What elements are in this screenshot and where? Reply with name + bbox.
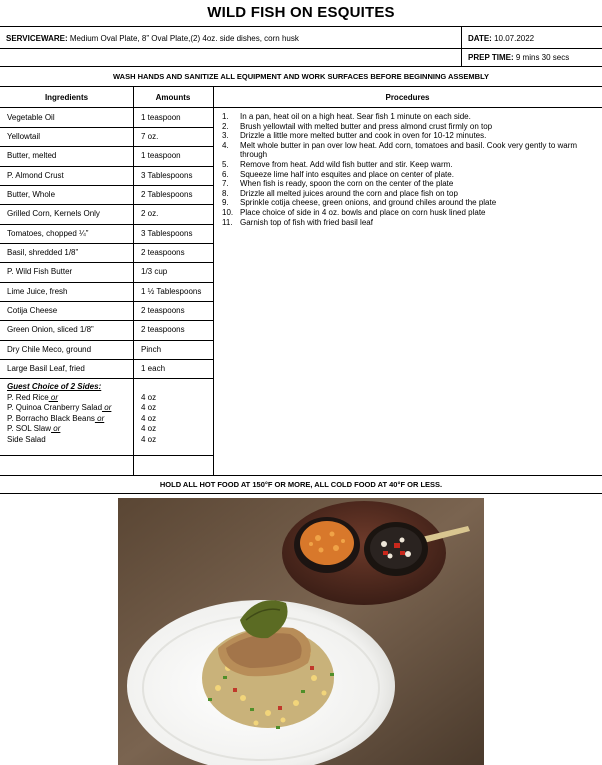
divider bbox=[0, 66, 602, 67]
divider bbox=[461, 26, 462, 66]
ingredient-amount: 2 teaspoons bbox=[141, 325, 185, 334]
sides-list bbox=[7, 382, 131, 446]
procedures-header: Procedures bbox=[385, 93, 430, 102]
list-item: P. SOL Slaw or bbox=[7, 424, 61, 434]
table-row bbox=[0, 320, 213, 339]
ingredient-name: Cotija Cheese bbox=[7, 306, 58, 315]
ingredient-amount: 2 Tablespoons bbox=[141, 190, 193, 199]
side-amount: 4 oz bbox=[141, 403, 157, 413]
ingredients-header: Ingredients bbox=[44, 93, 89, 102]
ingredient-name: Green Onion, sliced 1/8” bbox=[7, 325, 94, 334]
list-item: P. Borracho Black Beans or bbox=[7, 413, 105, 423]
list-item: 9. Sprinkle cotija cheese, green onions, and ground chiles around the plate bbox=[222, 198, 497, 208]
table-row bbox=[0, 166, 213, 185]
ingredient-amount: 1 teaspoon bbox=[141, 151, 181, 160]
list-item: P. Red Rice or bbox=[7, 392, 58, 402]
hold-notice: HOLD ALL HOT FOOD AT 150°F OR MORE, ALL COLD FOOD AT 40°F OR LESS. bbox=[159, 480, 443, 489]
ingredient-name: Lime Juice, fresh bbox=[7, 287, 68, 296]
ingredient-name: Dry Chile Meco, ground bbox=[7, 345, 92, 354]
table-row bbox=[0, 204, 213, 223]
list-item: 11. Garnish top of fish with fried basil leaf bbox=[222, 217, 373, 227]
ingredient-amount: 1 teaspoon bbox=[141, 113, 181, 122]
list-item: 4. Melt whole butter in pan over low heat. Add corn, tomatoes and basil. Cook very gently to warm through bbox=[222, 140, 578, 160]
table-row bbox=[0, 359, 213, 378]
procedures-list bbox=[222, 112, 597, 227]
table-row bbox=[0, 224, 213, 243]
list-item: 2. Brush yellowtail with melted butter and press almond crust firmly on top bbox=[222, 121, 493, 131]
ingredient-amount: 3 Tablespoons bbox=[141, 229, 193, 238]
date-value: 10.07.2022 bbox=[494, 34, 535, 43]
date-label: DATE: bbox=[468, 34, 492, 43]
list-item: 8. Drizzle all melted juices around the corn and place fish on top bbox=[222, 188, 458, 198]
divider bbox=[0, 26, 602, 27]
ingredient-amount: Pinch bbox=[141, 345, 162, 354]
ingredient-amount: 3 Tablespoons bbox=[141, 171, 193, 180]
ingredient-amount: 1 each bbox=[141, 364, 166, 373]
table-row bbox=[0, 146, 213, 165]
side-amount: 4 oz bbox=[141, 392, 157, 402]
ingredient-amount: 2 oz. bbox=[141, 209, 159, 218]
divider bbox=[0, 493, 602, 494]
table-row bbox=[0, 243, 213, 262]
list-item: 10. Place choice of side in 4 oz. bowls and place on corn husk lined plate bbox=[222, 207, 486, 217]
table-row bbox=[0, 262, 213, 281]
ingredient-amount: 2 teaspoons bbox=[141, 248, 185, 257]
ingredient-name: Yellowtail bbox=[7, 132, 41, 141]
ingredient-name: P. Wild Fish Butter bbox=[7, 267, 73, 276]
table-row bbox=[0, 282, 213, 301]
list-item: 5. Remove from heat. Add wild fish butter and stir. Keep warm. bbox=[222, 159, 453, 169]
ingredient-name: Basil, shredded 1/8” bbox=[7, 248, 79, 257]
prep-time-value: 9 mins 30 secs bbox=[515, 53, 570, 62]
ingredient-name: Tomatoes, chopped ¼” bbox=[7, 229, 89, 238]
side-amount: 4 oz bbox=[141, 434, 157, 444]
table-row bbox=[0, 301, 213, 320]
wash-notice: WASH HANDS AND SANITIZE ALL EQUIPMENT AND WORK SURFACES BEFORE BEGINNING ASSEMBLY bbox=[113, 72, 489, 81]
recipe-title: WILD FISH ON ESQUITES bbox=[207, 4, 395, 21]
ingredient-name: Grilled Corn, Kernels Only bbox=[7, 209, 100, 218]
list-item: P. Quinoa Cranberry Salad or bbox=[7, 403, 112, 413]
divider bbox=[0, 86, 602, 87]
side-amount: 4 oz bbox=[141, 413, 157, 423]
ingredient-name: Large Basil Leaf, fried bbox=[7, 364, 85, 373]
prep-time-label: PREP TIME: bbox=[468, 53, 514, 62]
prep-time bbox=[468, 52, 569, 63]
divider bbox=[213, 86, 214, 475]
list-item: 3. Drizzle a little more melted butter and cook in oven for 10-12 minutes. bbox=[222, 131, 487, 141]
list-item: 7. When fish is ready, spoon the corn on the center of the plate bbox=[222, 179, 454, 189]
date bbox=[468, 33, 534, 44]
ingredient-amount: 2 teaspoons bbox=[141, 306, 185, 315]
ingredient-name: Butter, melted bbox=[7, 151, 57, 160]
ingredient-name: Vegetable Oil bbox=[7, 113, 55, 122]
sides-heading: Guest Choice of 2 Sides: bbox=[7, 382, 102, 391]
table-row bbox=[0, 108, 213, 127]
list-item: Side Salad bbox=[7, 434, 46, 444]
side-amount: 4 oz bbox=[141, 424, 157, 434]
list-item: 6. Squeeze lime half into esquites and place on center of plate. bbox=[222, 169, 454, 179]
ingredient-amount: 7 oz. bbox=[141, 132, 159, 141]
table-row bbox=[0, 127, 213, 146]
amounts-header: Amounts bbox=[155, 93, 191, 102]
dish-photo bbox=[118, 498, 484, 765]
table-row bbox=[0, 185, 213, 204]
divider bbox=[0, 475, 602, 476]
ingredient-amount: 1 ½ Tablespoons bbox=[141, 287, 202, 296]
serviceware bbox=[6, 33, 299, 44]
serviceware-label: SERVICEWARE: bbox=[6, 34, 68, 43]
serviceware-value: Medium Oval Plate, 8” Oval Plate,(2) 4oz. side dishes, corn husk bbox=[69, 34, 299, 43]
divider bbox=[461, 48, 602, 49]
ingredient-amount: 1/3 cup bbox=[141, 267, 168, 276]
ingredient-name: Butter, Whole bbox=[7, 190, 56, 199]
sides-amounts bbox=[141, 393, 156, 446]
ingredient-name: P. Almond Crust bbox=[7, 171, 64, 180]
list-item: 1. In a pan, heat oil on a high heat. Sear fish 1 minute on each side. bbox=[222, 112, 471, 121]
table-row bbox=[0, 340, 213, 359]
